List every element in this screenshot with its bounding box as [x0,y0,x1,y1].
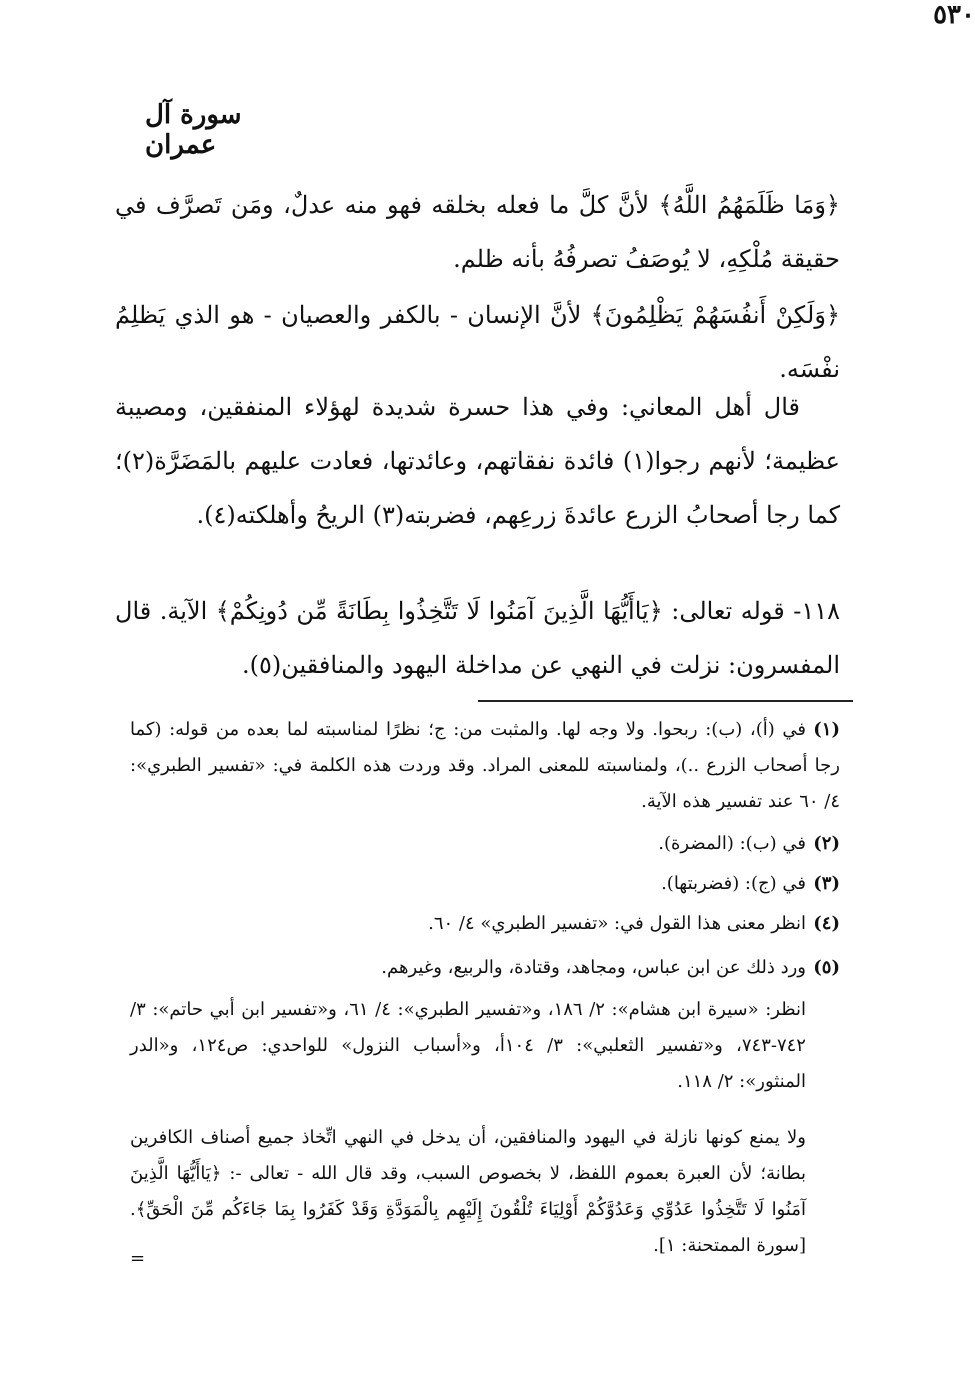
footnote-text: في (ب): (المضرة). [658,833,806,854]
footnote-text: انظر معنى هذا القول في: «تفسير الطبري» ٤/ ٦٠. [428,913,806,934]
footnote-4 [130,906,840,942]
footnote-number: (٤) [813,913,840,934]
footnote-number: (٢) [813,833,840,854]
page-number: ٥٣٠ [933,0,975,30]
footnote-5-commentary: ولا يمنع كونها نازلة في اليهود والمنافقين، أن يدخل في النهي اتِّخاذ جميع أصناف الكافرين بطانة؛ لأن العبرة بعموم اللفظ، لا بخصوص السبب، وقد قال الله - تعالى -: ﴿يَاأَيُّهَا الَّذِينَ آمَنُوا لَا تَتَّخِذُوا عَدُوِّي وَعَدُوَّكُمْ أَوْلِيَاءَ تُلْقُونَ إِلَيْهِم بِالْمَوَدَّةِ وَقَدْ كَفَرُوا بِمَا جَاءَكُم مِّنَ الْحَقِّ﴾. [سورة الممتحنة: ١]. [130,1127,806,1256]
footnote-divider [478,700,853,702]
footnote-3 [130,866,840,902]
paragraph-3: قال أهل المعاني: وفي هذا حسرة شديدة لهؤلاء المنفقين، ومصيبة عظيمة؛ لأنهم رجوا(١) فائدة نفقاتهم، وعائدتها، فعادت عليهم بالمَضَرَّة(٢)؛ كما رجا أصحابُ الزرع عائدةَ زرعِهم، فضربته(٣) الريحُ وأهلكته(٤). [115,393,841,529]
footnote-number: (٥) [813,957,840,978]
footnote-number: (١) [813,719,840,740]
footnote-text: ورد ذلك عن ابن عباس، ومجاهد، وقتادة، والربيع، وغيرهم. [381,957,806,978]
footnote-1 [130,712,840,820]
paragraph-2: ﴿وَلَكِنْ أَنفُسَهُمْ يَظْلِمُونَ﴾ لأنَّ الإنسان - بالكفر والعصيان - هو الذي يَظلِمُ نفْسَه. [115,301,840,383]
footnote-5 [130,950,840,986]
continuation-mark: = [130,1248,146,1269]
surah-header-title: سورة آل عمران [145,100,242,160]
paragraph-1: ﴿وَمَا ظَلَمَهُمُ اللَّهُ﴾ لأنَّ كلَّ ما فعله بخلقه فهو منه عدلٌ، ومَن تَصرَّف في حقيقة مُلْكِهِ، لا يُوصَفُ تصرفُهُ بأنه ظلم. [115,191,840,273]
footnote-5-references: انظر: «سيرة ابن هشام»: ٢/ ١٨٦، و«تفسير الطبري»: ٤/ ٦١، و«تفسير ابن أبي حاتم»: ٣/ ٧٤٢-٧٤٣، و«تفسير الثعلبي»: ٣/ ١٠٤أ، و«أسباب النزول» للواحدي: ص١٢٤، و«الدر المنثور»: ٢/ ١١٨. [130,999,806,1092]
paragraph-4-verse-118: ١١٨- قوله تعالى: ﴿يَاأَيُّهَا الَّذِينَ آمَنُوا لَا تَتَّخِذُوا بِطَانَةً مِّن دُونِكُمْ﴾ الآية. قال المفسرون: نزلت في النهي عن مداخلة اليهود والمنافقين(٥). [115,597,840,679]
footnote-text: في (أ)، (ب): ربحوا. ولا وجه لها. والمثبت من: ج؛ نظرًا لمناسبته لما بعده من قوله: (كما رجا أصحاب الزرع ..)، ولمناسبته للمعنى المراد. وقد وردت هذه الكلمة في: «تفسير الطبري»: ٤/ ٦٠ عند تفسير هذه الآية. [130,719,840,812]
footnote-text: في (ج): (فضربتها). [661,873,806,894]
footnote-number: (٣) [813,873,840,894]
footnote-2 [130,826,840,862]
